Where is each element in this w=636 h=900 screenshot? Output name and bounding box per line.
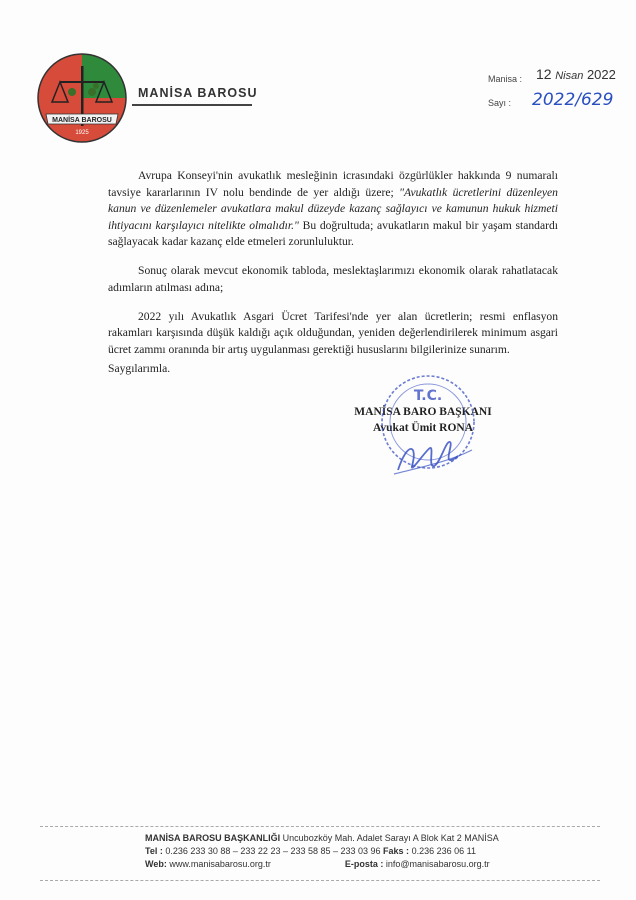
stamp-seal-icon [368, 370, 488, 490]
bar-association-logo [36, 52, 128, 144]
paragraph-3: 2022 yılı Avukatlık Asgari Ücret Tarifesi'nde yer alan ücretlerin; resmi enflasyon rakamları karşısında düşük kaldığı açık olduğundan, yeniden değerlendirilerek minimum asgari ücret zammı oranında bir artış uygulanması gerektiği hususlarını bilgilerinize sunarım. [108, 309, 558, 356]
org-name-underline [132, 104, 252, 106]
footer-phone: 0.236 233 30 88 – 233 22 23 – 233 58 85 – 233 03 96 [162, 846, 384, 856]
letterhead-footer: MANİSA BAROSU BAŞKANLIĞI Uncubozköy Mah. Adalet Sarayı A Blok Kat 2 MANİSA Tel : 0.236 233 30 88 – 233 22 23 – 233 58 85 – 233 03 96 Faks : 0.236 236 06 11 Web: www.manisabarosu.org.tr E-posta : info@manisabarosu.org.tr [145, 833, 499, 869]
reference-number: 2022/629 [532, 90, 614, 110]
svg-text:T.C.: T.C. [413, 388, 443, 404]
svg-text:MANİSA BAROSU: MANİSA BAROSU [52, 117, 112, 124]
footer-email: info@manisabarosu.org.tr [383, 859, 490, 869]
number-label: Sayı : [488, 98, 512, 108]
paragraph-1: Avrupa Konseyi'nin avukatlık mesleğinin icrasındaki özgürlükler hakkında 9 numaralı tavsiye kararlarının IV nolu bendinde de yer aldığı üzere; "Avukatlık ücretlerini düzenleyen kanun ve düzenlemeler avukatlara makul düzeyde kazanç sağlayıcı ve kamunun hukuk hizmeti ihtiyacını karşılayıcı nitelikte olmalıdır." Bu doğrultuda; avukatların makul bir yaşam standardı sağlayacak kadar kazanç elde etmeleri zorunluluktur. [108, 169, 558, 248]
letter-date: 12 Nisan 2022 [536, 66, 616, 82]
footer-address: Uncubozköy Mah. Adalet Sarayı A Blok Kat 2 MANİSA [280, 833, 499, 843]
footer-org-name: MANİSA BAROSU BAŞKANLIĞI [145, 833, 281, 843]
footer-divider-top [40, 826, 600, 827]
paragraph-2: Sonuç olarak mevcut ekonomik tabloda, meslektaşlarımızı ekonomik olarak rahatlatacak adımların atılması adına; [108, 264, 558, 294]
scales-of-justice-icon [36, 52, 128, 144]
organization-name: MANİSA BAROSU [138, 86, 258, 100]
letter-body [108, 168, 558, 371]
closing-salutation: Saygılarımla. [108, 362, 171, 375]
svg-text:1925: 1925 [75, 130, 89, 136]
footer-fax: 0.236 236 06 11 [409, 846, 476, 856]
official-stamp [368, 370, 488, 490]
footer-divider-bottom [40, 880, 600, 881]
signatory-name: Avukat Ümit RONA [372, 422, 474, 434]
signatory-title: MANİSA BARO BAŞKANI [354, 406, 492, 418]
quoted-text: "Avukatlık ücretlerini düzenleyen kanun ve düzenlemeler avukatlara makul düzeyde kazanç sağlayıcı ve kamunun hukuk hizmeti ihtiyacını karşılayıcı nitelikte olmalıdır." [108, 185, 558, 232]
footer-website: www.manisabarosu.org.tr [166, 859, 271, 869]
place-label: Manisa : [488, 74, 523, 84]
